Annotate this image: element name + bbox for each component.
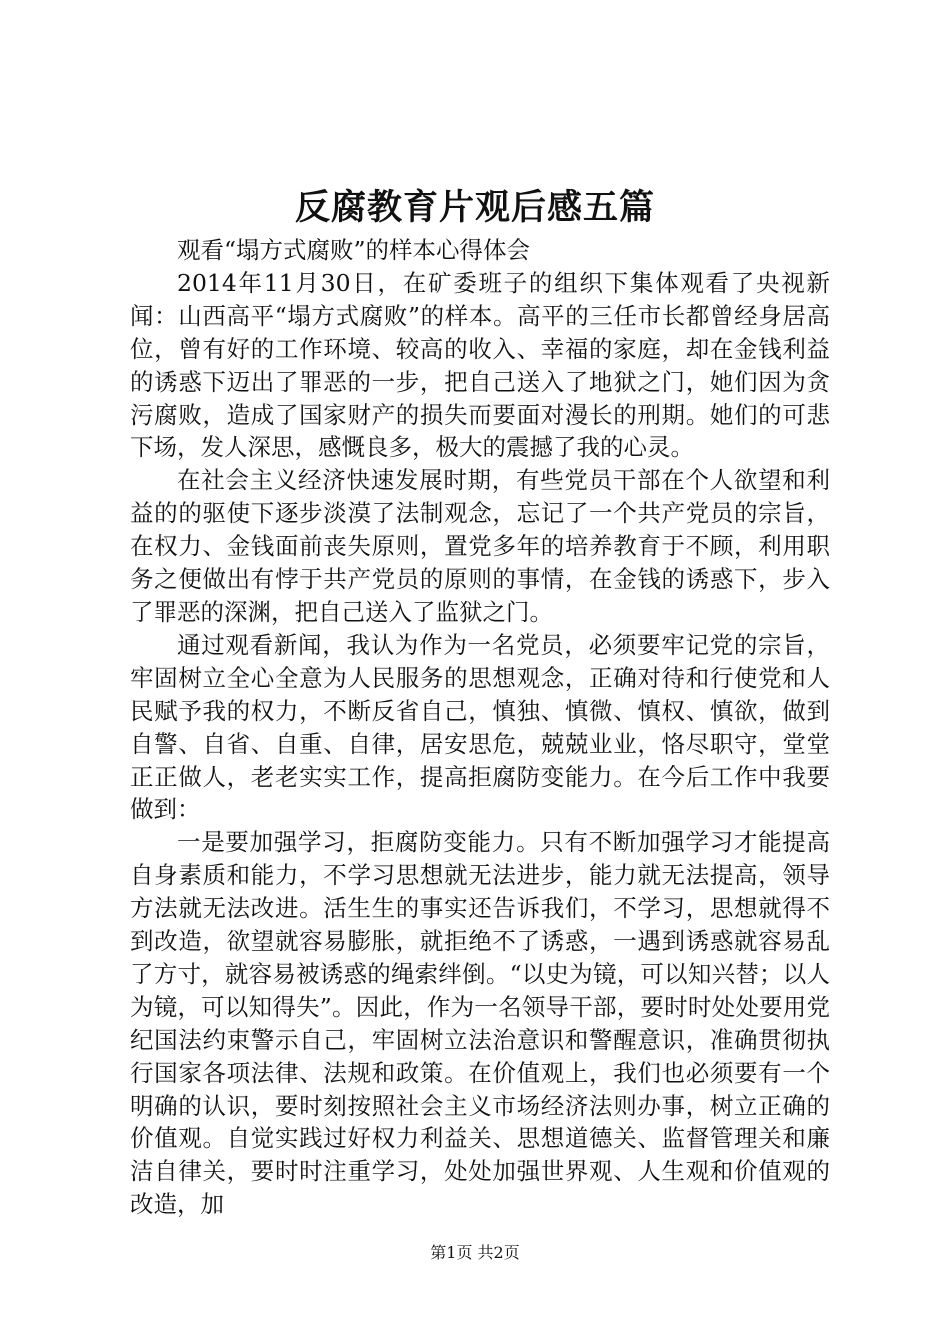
paragraph: 在社会主义经济快速发展时期，有些党员干部在个人欲望和利益的的驱使下逐步淡漠了法制观念，忘记了一个共产党员的宗旨，在权力、金钱面前丧失原则，置党多年的培养教育于不顾，利用职务之便做出有悖于共产党员的原则的事情，在金钱的诱惑下，步入了罪恶的深渊，把自己送入了监狱之门。	[130, 466, 830, 626]
paragraph: 2014年11月30日，在矿委班子的组织下集体观看了央视新闻：山西高平“塌方式腐败”的样本。高平的三任市长都曾经身居高位，曾有好的工作环境、较高的收入、幸福的家庭，却在金钱利益的诱惑下迈出了罪恶的一步，把自己送入了地狱之门，她们因为贪污腐败，造成了国家财产的损失而要面对漫长的刑期。她们的可悲下场，发人深思，感慨良多，极大的震撼了我的心灵。	[130, 268, 830, 462]
document-body	[130, 234, 830, 1221]
section-heading: 观看“塌方式腐败”的样本心得体会	[177, 236, 531, 264]
paragraph: 通过观看新闻，我认为作为一名党员，必须要牢记党的宗旨，牢固树立全心全意为人民服务的思想观念，正确对待和行使党和人民赋予我的权力，不断反省自己，慎独、慎微、慎权、慎欲，做到自警、自省、自重、自律，居安思危，兢兢业业，恪尽职守，堂堂正正做人，老老实实工作，提高拒腐防变能力。在今后工作中我要做到：	[130, 630, 830, 824]
document-title: 反腐教育片观后感五篇	[294, 187, 655, 228]
page-footer: 第1页 共2页	[430, 1243, 520, 1262]
paragraph: 一是要加强学习，拒腐防变能力。只有不断加强学习才能提高自身素质和能力，不学习思想就无法进步，能力就无法提高，领导方法就无法改进。活生生的事实还告诉我们，不学习，思想就得不到改造，欲望就容易膨胀，就拒绝不了诱惑，一遇到诱惑就容易乱了方寸，就容易被诱惑的绳索绊倒。“以史为镜，可以知兴替；以人为镜，可以知得失”。因此，作为一名领导干部，要时时处处要用党纪国法约束警示自己，牢固树立法治意识和警醒意识，准确贯彻执行国家各项法律、法规和政策。在价值观上，我们也必须要有一个明确的认识，要时刻按照社会主义市场经济法则办事，树立正确的价值观。自觉实践过好权力利益关、思想道德关、监督管理关和廉洁自律关，要时时注重学习，处处加强世界观、人生观和价值观的改造，加	[130, 828, 830, 1219]
